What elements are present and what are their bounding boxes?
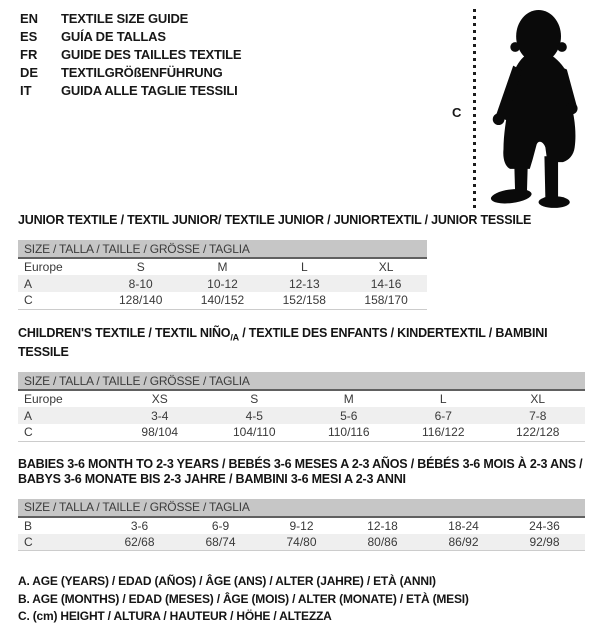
size-cell: 80/86 bbox=[367, 534, 398, 549]
table-row bbox=[18, 534, 585, 551]
size-cell: 18-24 bbox=[423, 517, 504, 534]
legend-line-a: A. AGE (YEARS) / EDAD (AÑOS) / ÂGE (ANS) / ALTER (JAHRE) / ETÀ (ANNI) bbox=[18, 574, 436, 588]
size-cell: 92/98 bbox=[529, 534, 560, 549]
size-cell: 24-36 bbox=[504, 517, 585, 534]
row-label: C bbox=[24, 534, 33, 549]
size-cell: 7-8 bbox=[529, 408, 547, 423]
size-cell: L bbox=[396, 390, 491, 407]
babies-size-table bbox=[18, 499, 585, 552]
size-cell: M bbox=[182, 258, 264, 275]
size-cell: 3-6 bbox=[99, 517, 180, 534]
junior-size-table bbox=[18, 240, 427, 310]
size-cell: XL bbox=[491, 390, 586, 407]
height-marker-label: C bbox=[452, 105, 462, 120]
baby-silhouette-icon bbox=[483, 5, 600, 210]
children-title-sub: /A bbox=[230, 332, 239, 342]
children-title-pre: CHILDREN'S TEXTILE / TEXTIL NIÑO bbox=[18, 325, 231, 340]
size-cell: 158/170 bbox=[364, 293, 408, 308]
language-title: GUÍA DE TALLAS bbox=[61, 29, 166, 44]
size-cell: 12-18 bbox=[342, 517, 423, 534]
junior-table-title: JUNIOR TEXTILE / TEXTIL JUNIOR/ TEXTILE JUNIOR / JUNIORTEXTIL / JUNIOR TESSILE bbox=[18, 213, 532, 227]
table-row bbox=[18, 292, 427, 309]
table-row bbox=[18, 275, 427, 292]
size-cell: 8-10 bbox=[128, 276, 153, 291]
row-label: C bbox=[24, 425, 33, 440]
size-cell: XS bbox=[113, 390, 208, 407]
table-row bbox=[18, 407, 585, 424]
babies-title-line1: BABIES 3-6 MONTH TO 2-3 YEARS / BEBÉS 3-6 MESES A 2-3 AÑOS / BÉBÉS 3-6 MOIS À 2-3 ANS / bbox=[18, 456, 583, 471]
language-title: GUIDA ALLE TAGLIE TESSILI bbox=[61, 83, 238, 98]
children-table-title bbox=[18, 326, 585, 361]
size-header-label: SIZE / TALLA / TAILLE / GRÖSSE / TAGLIA bbox=[18, 499, 585, 517]
children-size-table bbox=[18, 372, 585, 442]
children-title-post: / TEXTILE DES ENFANTS / KINDERTEXTIL / BAMBINI TESSILE bbox=[18, 325, 548, 359]
size-header-label: SIZE / TALLA / TAILLE / GRÖSSE / TAGLIA bbox=[18, 372, 585, 390]
size-cell: 9-12 bbox=[261, 517, 342, 534]
size-cell: 98/104 bbox=[141, 425, 179, 440]
language-title: TEXTILGRÖßENFÜHRUNG bbox=[61, 65, 223, 80]
legend-line-c: C. (cm) HEIGHT / ALTURA / HAUTEUR / HÖHE / ALTEZZA bbox=[18, 609, 332, 623]
size-cell: M bbox=[302, 390, 397, 407]
size-cell: S bbox=[207, 390, 302, 407]
legend bbox=[18, 573, 600, 626]
size-cell: 3-4 bbox=[151, 408, 169, 423]
babies-title-line2: BABYS 3-6 MONATE BIS 2-3 JAHRE / BAMBINI 3-6 MESI A 2-3 ANNI bbox=[18, 471, 406, 486]
row-label: A bbox=[24, 276, 33, 291]
size-cell: 10-12 bbox=[207, 276, 238, 291]
size-cell: XL bbox=[345, 258, 427, 275]
language-title: GUIDE DES TAILLES TEXTILE bbox=[61, 47, 242, 62]
size-cell: 62/68 bbox=[124, 534, 155, 549]
size-cell: L bbox=[263, 258, 345, 275]
content bbox=[0, 213, 600, 551]
size-cell: 4-5 bbox=[245, 408, 263, 423]
header bbox=[0, 0, 600, 210]
size-cell: 68/74 bbox=[205, 534, 236, 549]
table-row bbox=[18, 390, 585, 407]
row-label: Europe bbox=[18, 390, 113, 407]
size-header-bar bbox=[18, 372, 585, 390]
table-row bbox=[18, 424, 585, 441]
size-cell: 74/80 bbox=[286, 534, 317, 549]
table-row bbox=[18, 517, 585, 534]
size-cell: 116/122 bbox=[422, 425, 465, 440]
size-cell: 86/92 bbox=[448, 534, 479, 549]
size-cell: 5-6 bbox=[340, 408, 358, 423]
size-cell: 152/158 bbox=[282, 293, 326, 308]
size-cell: 128/140 bbox=[119, 293, 163, 308]
language-code: IT bbox=[20, 83, 32, 98]
size-header-bar bbox=[18, 240, 427, 258]
row-label: B bbox=[18, 517, 99, 534]
size-cell: 6-7 bbox=[434, 408, 452, 423]
table-row bbox=[18, 258, 427, 275]
language-code: DE bbox=[20, 65, 39, 80]
row-label: Europe bbox=[18, 258, 100, 275]
size-cell: 110/116 bbox=[327, 425, 370, 440]
size-cell: S bbox=[100, 258, 182, 275]
size-cell: 12-13 bbox=[288, 276, 320, 291]
size-header-bar bbox=[18, 499, 585, 517]
language-code: ES bbox=[20, 29, 38, 44]
size-cell: 104/110 bbox=[233, 425, 276, 440]
language-title: TEXTILE SIZE GUIDE bbox=[61, 11, 189, 26]
legend-line-b: B. AGE (MONTHS) / EDAD (MESES) / ÂGE (MOIS) / ALTER (MONATE) / ETÀ (MESI) bbox=[18, 591, 469, 606]
language-code: FR bbox=[20, 47, 38, 62]
size-cell: 6-9 bbox=[180, 517, 261, 534]
size-cell: 140/152 bbox=[200, 293, 245, 308]
row-label: A bbox=[24, 408, 33, 423]
height-dashed-line bbox=[473, 9, 476, 208]
size-cell: 122/128 bbox=[516, 425, 560, 440]
size-cell: 14-16 bbox=[370, 276, 402, 291]
language-code: EN bbox=[20, 11, 39, 26]
size-header-label: SIZE / TALLA / TAILLE / GRÖSSE / TAGLIA bbox=[18, 240, 427, 258]
row-label: C bbox=[24, 293, 33, 308]
babies-table-title bbox=[18, 457, 585, 487]
